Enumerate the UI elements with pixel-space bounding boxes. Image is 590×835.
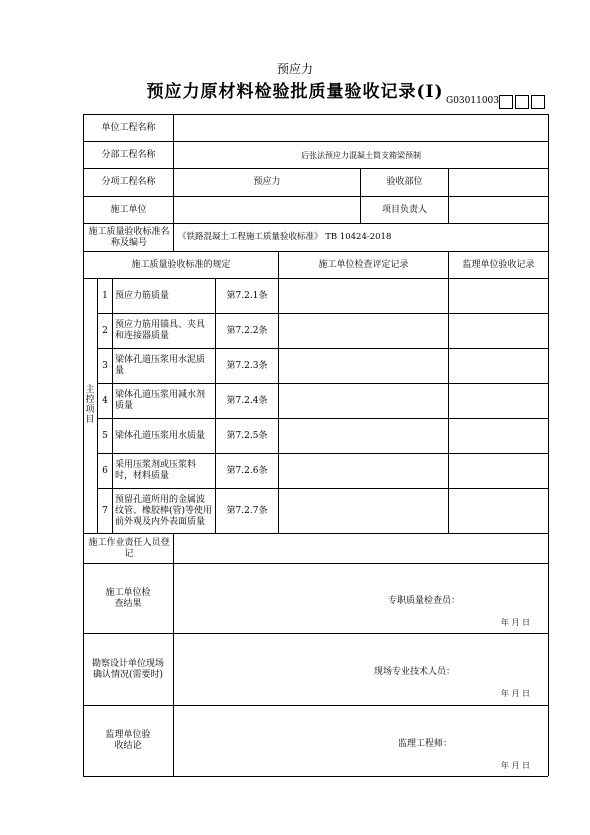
- supervision-conclusion-label: 监理单位验收结论: [105, 730, 151, 751]
- supervisor-record-cell[interactable]: [449, 349, 548, 383]
- design-unit-label: 勘察设计单位现场确认情况(需要时): [91, 658, 164, 680]
- item-number: 4: [102, 395, 108, 406]
- contractor-column-header: 施工单位检查评定记录: [318, 259, 409, 270]
- item-clause: 第7.2.7条: [226, 505, 268, 516]
- contractor-record-cell[interactable]: [279, 454, 448, 488]
- supervisor-record-cell[interactable]: [449, 489, 548, 533]
- item-number: 2: [102, 325, 108, 336]
- subitem-label: 分项工程名称: [101, 177, 156, 187]
- project-manager-value[interactable]: [449, 197, 548, 223]
- item-clause: 第7.2.1条: [226, 290, 268, 301]
- work-team-value[interactable]: [174, 534, 548, 563]
- code-box-3[interactable]: [531, 95, 545, 109]
- supervisor-record-cell[interactable]: [449, 454, 548, 488]
- contractor-result-label: 施工单位检查结果: [105, 587, 151, 609]
- standard-label: 施工质量验收标准名称及编号: [88, 226, 170, 248]
- code-box-1[interactable]: [499, 95, 513, 109]
- supervising-engineer-label: 监理工程师：: [397, 738, 452, 749]
- page-title: 预应力原材料检验批质量验收记录(Ⅰ): [146, 82, 444, 102]
- item-clause: 第7.2.4条: [226, 395, 268, 406]
- item-description: 梁体孔道压浆用水质量: [115, 430, 206, 441]
- subitem-value[interactable]: 预应力: [253, 177, 281, 187]
- unit-project-value[interactable]: [174, 115, 548, 141]
- supervisor-column-header: 监理单位验收记录: [462, 259, 535, 270]
- standard-value[interactable]: 《铁路混凝土工程施工质量验收标准》 TB 10424-2018: [178, 232, 392, 242]
- contractor-record-cell[interactable]: [279, 314, 448, 348]
- work-team-label: 施工作业责任人员登记: [88, 537, 170, 559]
- item-clause: 第7.2.6条: [226, 465, 268, 476]
- item-description: 预留孔道所用的金属波纹管、橡胶棒(管)等使用前外观及内外表面质量: [115, 494, 213, 527]
- design-date[interactable]: 年 月 日: [500, 688, 530, 698]
- contractor-record-cell[interactable]: [279, 419, 448, 453]
- supervisor-record-cell[interactable]: [449, 314, 548, 348]
- item-description: 预应力筋用锚具、夹具和连接器质量: [115, 320, 206, 341]
- item-description: 梁体孔道压浆用水泥质量: [115, 355, 206, 376]
- form-code: G03011003: [446, 96, 499, 106]
- unit-project-label: 单位工程名称: [101, 122, 156, 133]
- acceptance-part-value[interactable]: [449, 169, 548, 196]
- contractor-record-cell[interactable]: [279, 384, 448, 418]
- contractor-date[interactable]: 年 月 日: [500, 617, 530, 627]
- form-category: 预应力: [276, 62, 313, 76]
- item-number: 7: [102, 505, 108, 516]
- supervision-date[interactable]: 年 月 日: [500, 760, 530, 770]
- contractor-record-cell[interactable]: [279, 489, 448, 533]
- division-value[interactable]: 后张法预应力混凝土简支箱梁预制: [301, 150, 421, 160]
- construction-unit-value[interactable]: [174, 197, 360, 223]
- code-box-2[interactable]: [515, 95, 529, 109]
- supervisor-record-cell[interactable]: [449, 279, 548, 313]
- main-control-items-label: 主控项目: [85, 385, 95, 425]
- item-number: 5: [102, 430, 108, 441]
- item-description: 采用压浆剂或压浆料时，材料质量: [115, 460, 197, 481]
- item-clause: 第7.2.5条: [226, 430, 268, 441]
- quality-inspector-label: 专职质量检查员：: [387, 595, 460, 606]
- project-manager-label: 项目负责人: [381, 204, 427, 215]
- item-number: 1: [102, 290, 108, 301]
- item-description: 预应力筋质量: [115, 290, 170, 301]
- technician-label: 现场专业技术人员：: [373, 666, 455, 677]
- construction-unit-label: 施工单位: [110, 204, 147, 215]
- acceptance-part-label: 验收部位: [386, 177, 423, 187]
- contractor-record-cell[interactable]: [279, 349, 448, 383]
- item-number: 6: [102, 465, 108, 476]
- item-description: 梁体孔道压浆用减水剂质量: [115, 390, 206, 411]
- item-clause: 第7.2.3条: [226, 360, 268, 371]
- item-clause: 第7.2.2条: [226, 325, 268, 336]
- spec-column-header: 施工质量验收标准的规定: [131, 259, 231, 270]
- item-number: 3: [102, 360, 108, 371]
- supervisor-record-cell[interactable]: [449, 419, 548, 453]
- supervisor-record-cell[interactable]: [449, 384, 548, 418]
- division-label: 分部工程名称: [101, 149, 156, 160]
- contractor-record-cell[interactable]: [279, 279, 448, 313]
